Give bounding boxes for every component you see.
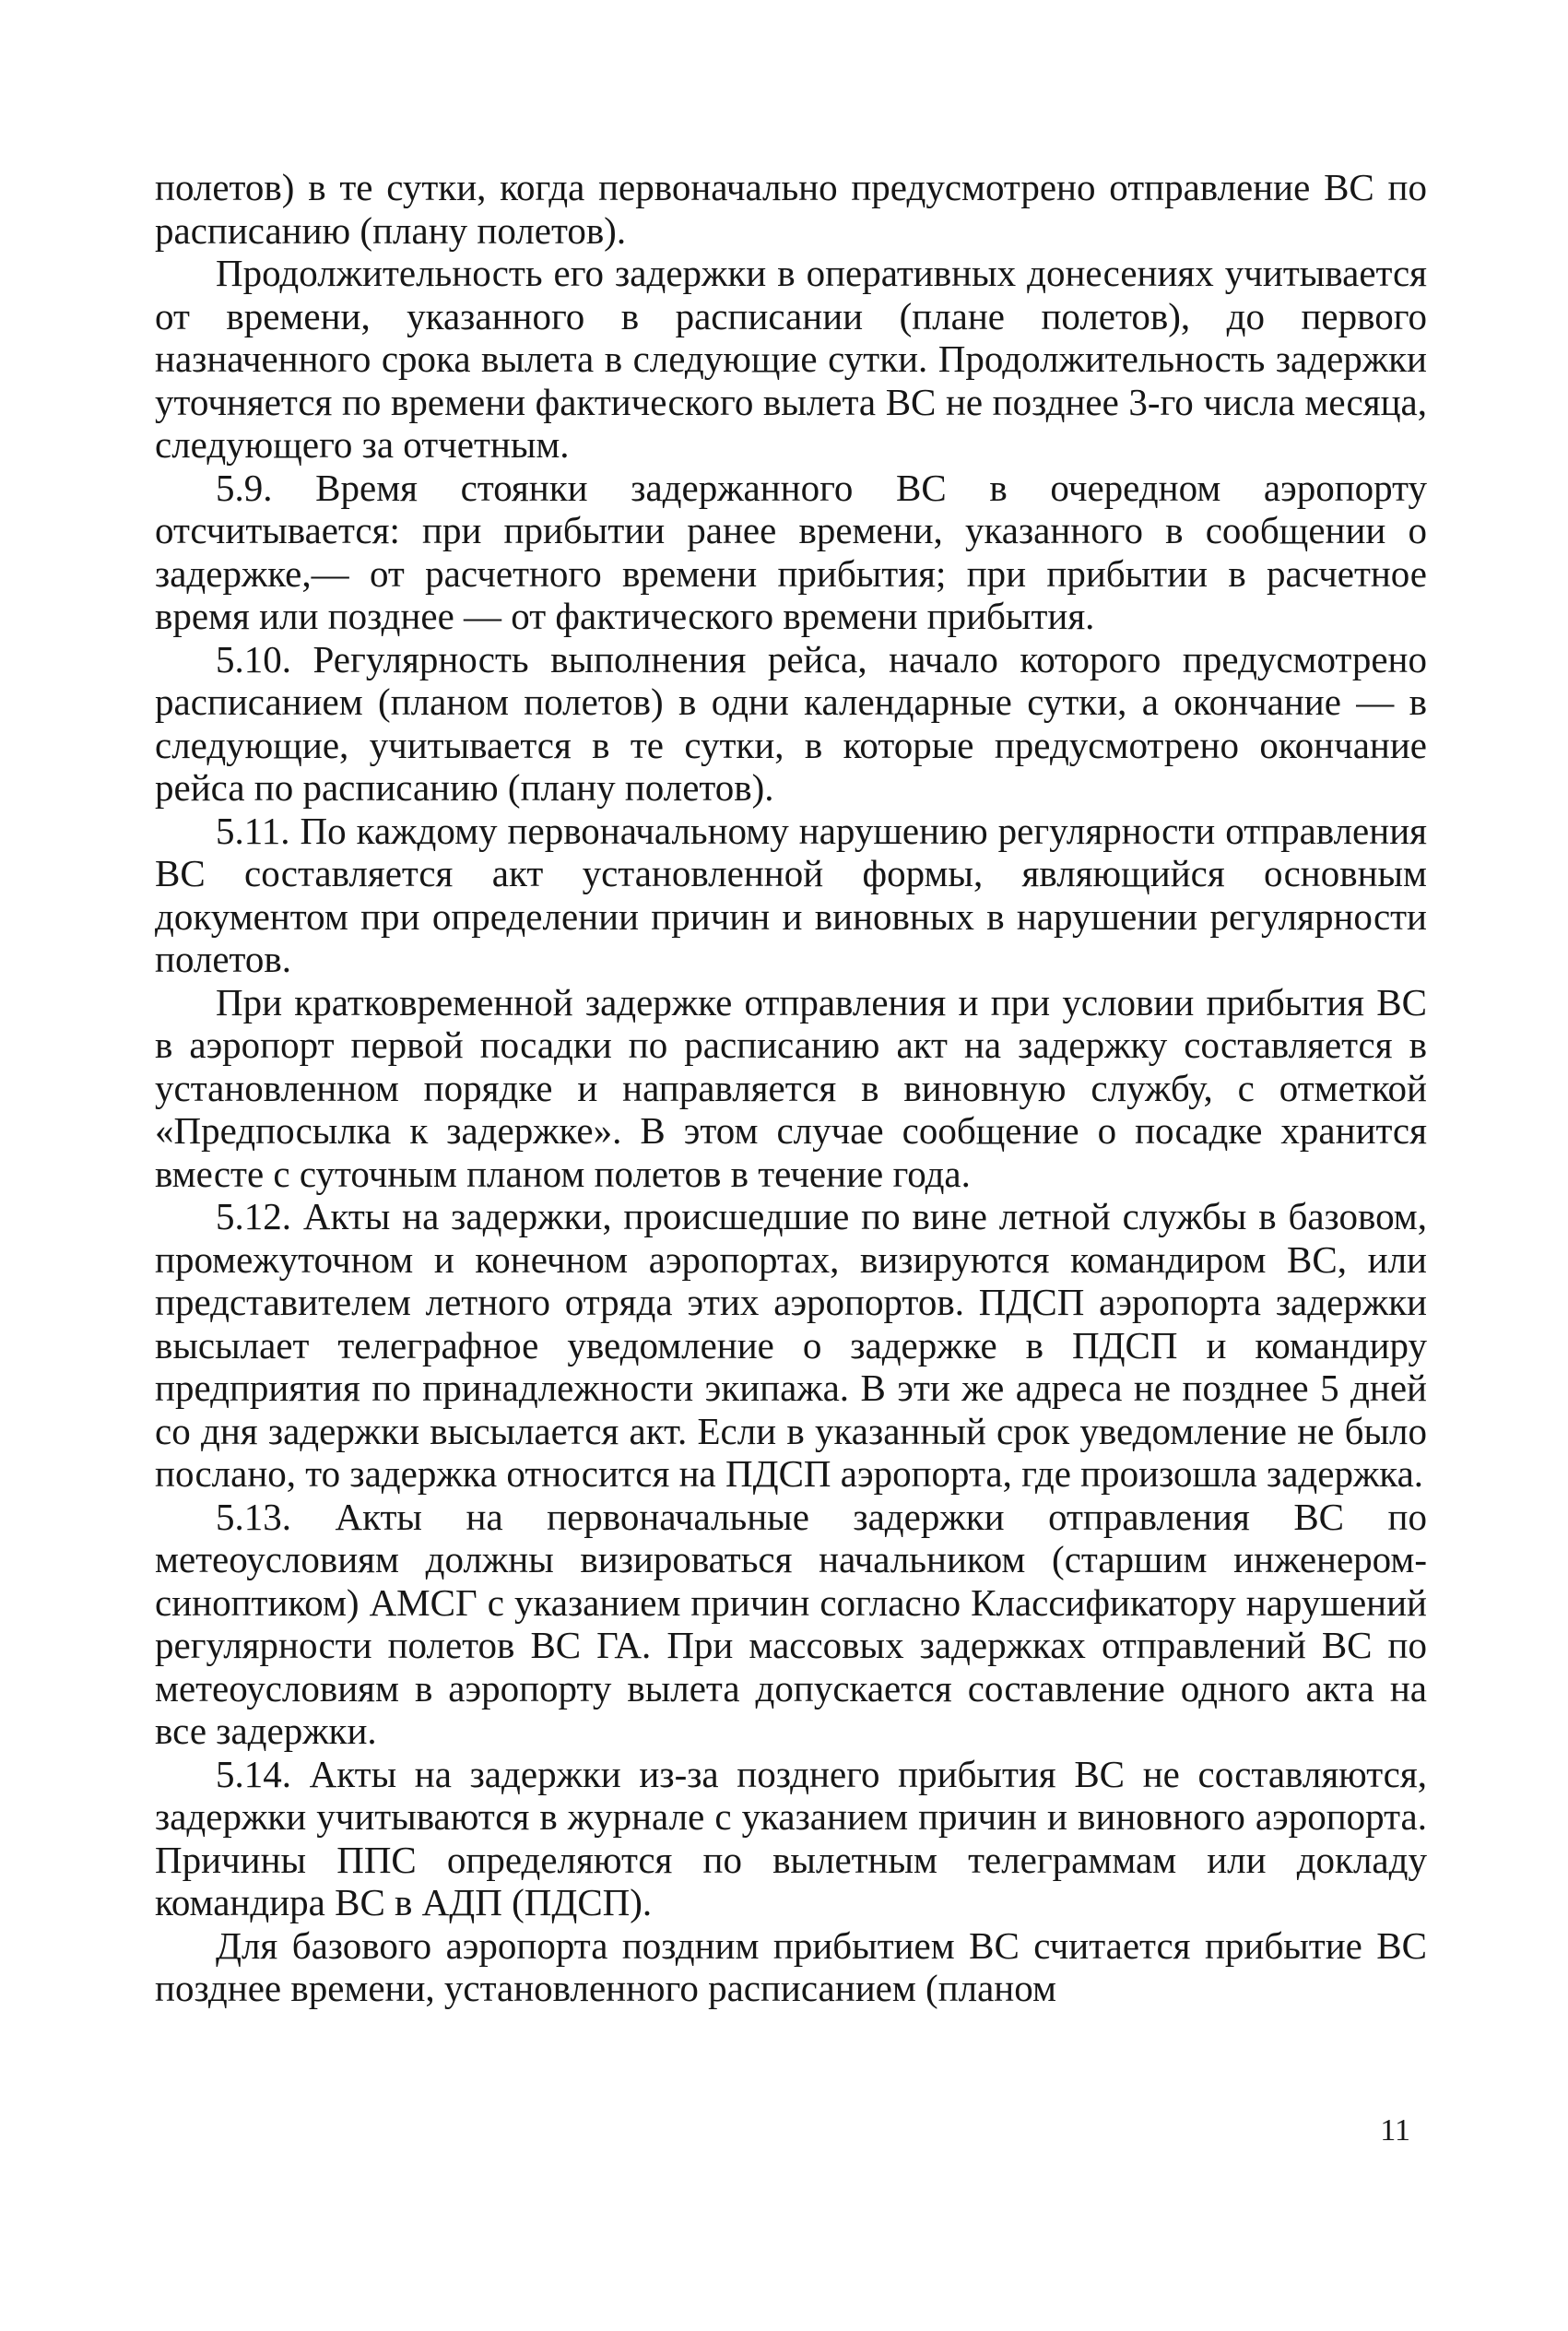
- paragraph-5-11: 5.11. По каждому первоначальному нарушению регулярности отправления ВС составляется акт установленной формы, являющийся основным документом при определении причин и виновных в нарушении регулярности полетов.: [155, 809, 1427, 980]
- paragraph-5-9: 5.9. Время стоянки задержанного ВС в очередном аэропорту отсчитывается: при прибытии ранее времени, указанного в сообщении о задержке,— от расчетного времени прибытия; при прибытии в расчетное время или позднее — от фактического времени прибытия.: [155, 466, 1427, 637]
- paragraph-delay-duration: Продолжительность его задержки в оперативных донесениях учитывается от времени, указанного в расписании (плане полетов), до первого назначенного срока вылета в следующие сутки. Продолжительность задержки уточняется по времени фактического вылета ВС не позднее 3-го числа месяца, следующего за отчетным.: [155, 252, 1427, 466]
- body-text: [155, 166, 1427, 2010]
- paragraph-5-14: 5.14. Акты на задержки из-за позднего прибытия ВС не составляются, задержки учитываются в журнале с указанием причин и виновного аэропорта. Причины ППС определяются по вылетным телеграммам или докладу командира ВС в АДП (ПДСП).: [155, 1752, 1427, 1923]
- paragraph-base-airport: Для базового аэропорта поздним прибытием ВС считается прибытие ВС позднее времени, установленного расписанием (планом: [155, 1923, 1427, 2009]
- paragraph-5-13: 5.13. Акты на первоначальные задержки отправления ВС по метеоусловиям должны визироваться начальником (старшим инженером-синоптиком) АМСГ с указанием причин согласно Классификатору нарушений регулярности полетов ВС ГА. При массовых задержках отправлений ВС по метеоусловиям в аэропорту вылета допускается составление одного акта на все задержки.: [155, 1495, 1427, 1752]
- paragraph-continuation: полетов) в те сутки, когда первоначально предусмотрено отправление ВС по расписанию (плану полетов).: [155, 166, 1427, 252]
- page-number: 11: [1380, 2113, 1410, 2148]
- paragraph-5-12: 5.12. Акты на задержки, происшедшие по вине летной службы в базовом, промежуточном и конечном аэропортах, визируются командиром ВС, или представителем летного отряда этих аэропортов. ПДСП аэропорта задержки высылает телеграфное уведомление о задержке в ПДСП и командиру предприятия по принадлежности экипажа. В эти же адреса не позднее 5 дней со дня задержки высылается акт. Если в указанный срок уведомление не было послано, то задержка относится на ПДСП аэропорта, где произошла задержка.: [155, 1195, 1427, 1495]
- paragraph-short-delay: При кратковременной задержке отправления и при условии прибытия ВС в аэропорт первой посадки по расписанию акт на задержку составляется в установленном порядке и направляется в виновную службу, с отметкой «Предпосылка к задержке». В этом случае сообщение о посадке хранится вместе с суточным планом полетов в течение года.: [155, 980, 1427, 1195]
- paragraph-5-10: 5.10. Регулярность выполнения рейса, начало которого предусмотрено расписанием (планом полетов) в одни календарные сутки, а окончание — в следующие, учитывается в те сутки, в которые предусмотрено окончание рейса по расписанию (плану полетов).: [155, 637, 1427, 809]
